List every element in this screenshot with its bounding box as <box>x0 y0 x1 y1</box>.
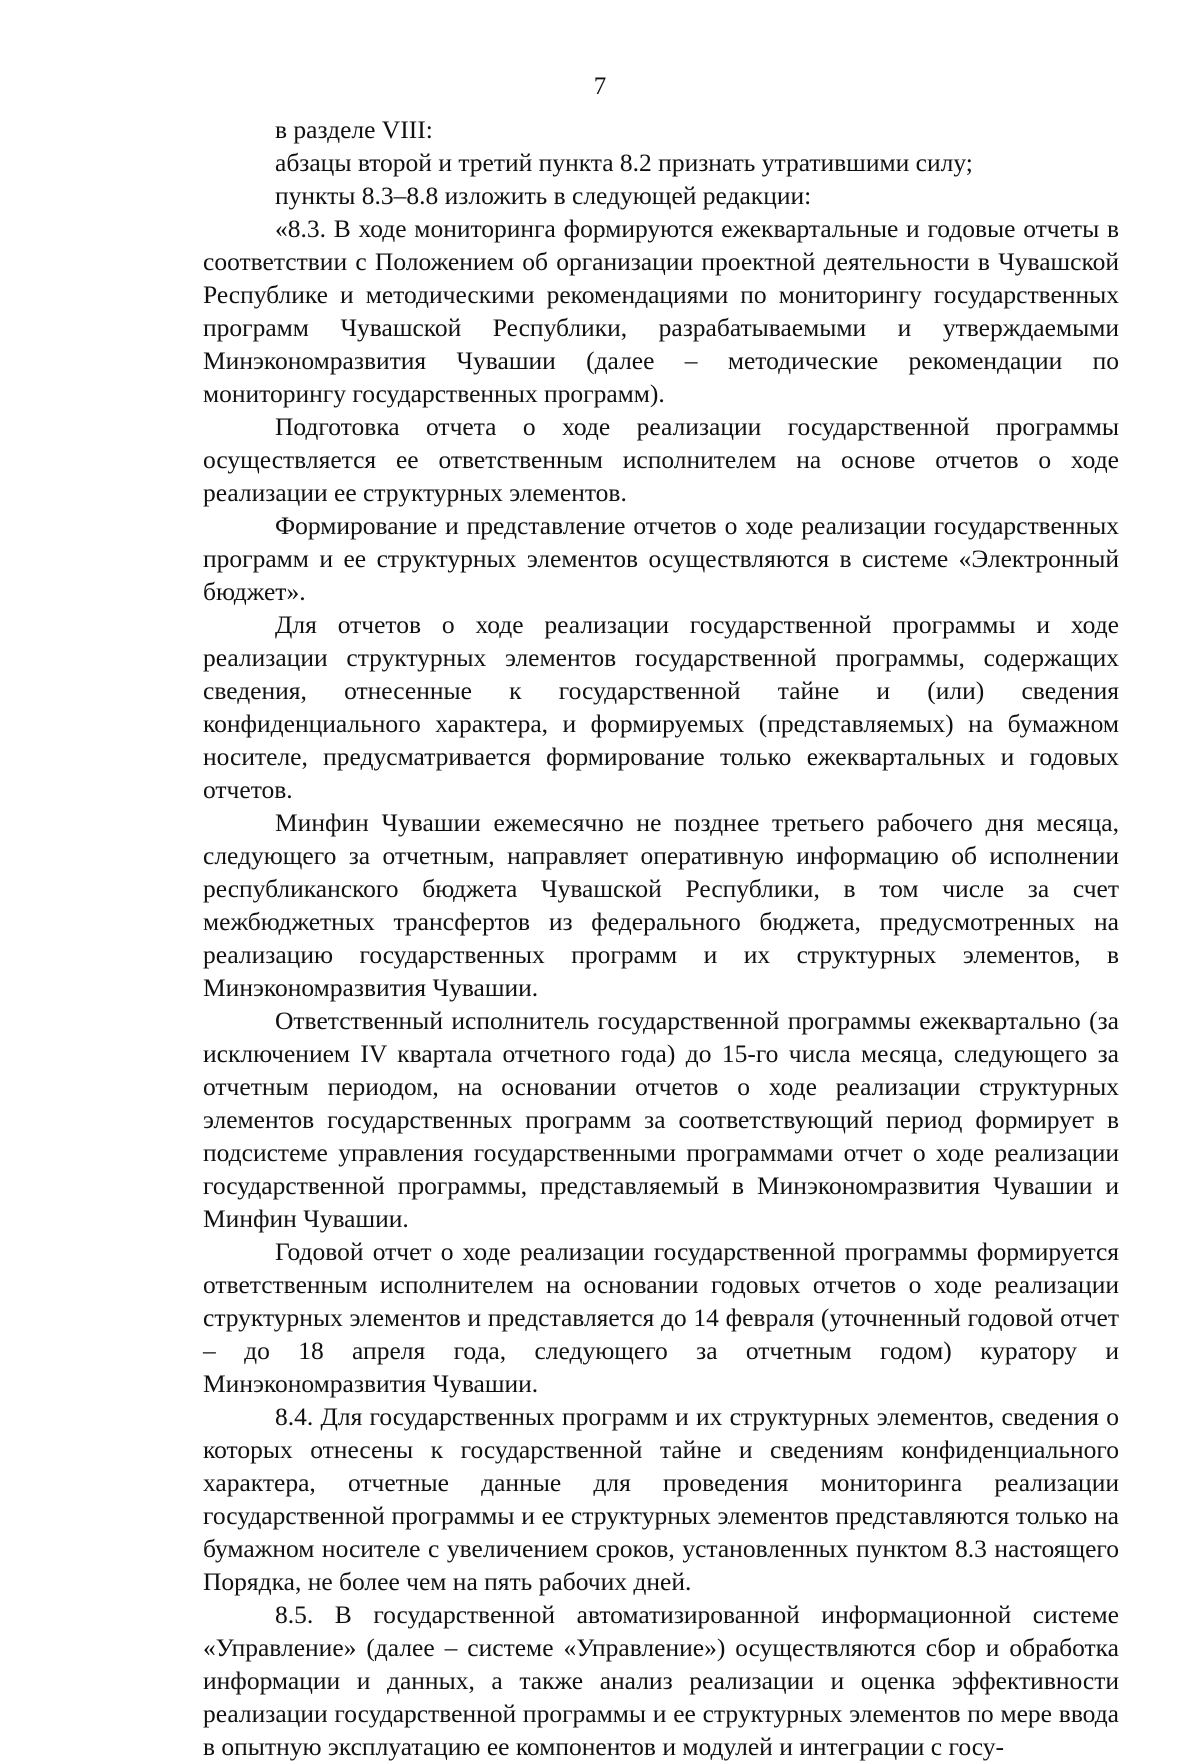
paragraph-8-3-8-8-intro: пункты 8.3–8.8 изложить в следующей редакции: <box>275 181 812 210</box>
paragraph-quarterly-report: Ответственный исполнитель государственной программы ежеквартально (за исключением IV квартала отчетного года) до 15-го числа месяца, следующего за отчетным периодом, на основании отчетов о ходе реализации структурных элементов государственных программ за соответствующий период формирует в подсистеме управления государственными программами отчет о ходе реализации государственной программы, представляемый в Минэкономразвития Чувашии и Минфин Чувашии. <box>203 1006 1119 1233</box>
paragraph-minfin-monthly: Минфин Чувашии ежемесячно не позднее третьего рабочего дня месяца, следующего за отчетным, направляет оперативную информацию об исполнении республиканского бюджета Чувашской Республики, в том числе за счет межбюджетных трансфертов из федерального бюджета, предусмотренных на реализацию государственных программ и их структурных элементов, в Минэкономразвития Чувашии. <box>203 808 1119 1002</box>
document-body <box>203 113 1119 1763</box>
paragraph-8-4: 8.4. Для государственных программ и их структурных элементов, сведения о которых отнесены к государственной тайне и сведениям конфиденциального характера, отчетные данные для проведения мониторинга реализации государственной программы и ее структурных элементов представляются только на бумажном носителе с увеличением сроков, установленных пунктом 8.3 настоящего Порядка, не более чем на пять рабочих дней. <box>203 1402 1119 1596</box>
paragraph-8-3: «8.3. В ходе мониторинга формируются ежеквартальные и годовые отчеты в соответствии с Положением об организации проектной деятельности в Чувашской Республике и методическими рекомендациями по мониторингу государственных программ Чувашской Республики, разрабатываемыми и утверждаемыми Минэкономразвития Чувашии (далее – методические рекомендации по мониторингу государственных программ). <box>203 214 1119 408</box>
paragraph-report-preparation: Подготовка отчета о ходе реализации государственной программы осуществляется ее ответственным исполнителем на основе отчетов о ходе реализации ее структурных элементов. <box>203 412 1119 507</box>
paragraph-8-2-repeal: абзацы второй и третий пункта 8.2 признать утратившими силу; <box>275 148 973 177</box>
paragraph-classified-reports: Для отчетов о ходе реализации государственной программы и ходе реализации структурных элементов государственной программы, содержащих сведения, отнесенные к государственной тайне и (или) сведения конфиденциального характера, и формируемых (представляемых) на бумажном носителе, предусматривается формирование только ежеквартальных и годовых отчетов. <box>203 610 1119 804</box>
paragraph-section-viii: в разделе VIII: <box>275 115 433 144</box>
page-number: 7 <box>593 73 607 100</box>
paragraph-annual-report: Годовой отчет о ходе реализации государственной программы формируется ответственным исполнителем на основании годовых отчетов о ходе реализации структурных элементов и представляется до 14 февраля (уточненный годовой отчет – до 18 апреля года, следующего за отчетным годом) куратору и Минэкономразвития Чувашии. <box>203 1237 1119 1398</box>
paragraph-electronic-budget: Формирование и представление отчетов о ходе реализации государственных программ и ее структурных элементов осуществляются в системе «Электронный бюджет». <box>203 511 1119 606</box>
paragraph-8-5: 8.5. В государственной автоматизированной информационной системе «Управление» (далее – системе «Управление») осуществляются сбор и обработка информации и данных, а также анализ реализации и оценка эффективности реализации государственной программы и ее структурных элементов по мере ввода в опытную эксплуатацию ее компонентов и модулей и интеграции с госу- <box>203 1600 1119 1761</box>
